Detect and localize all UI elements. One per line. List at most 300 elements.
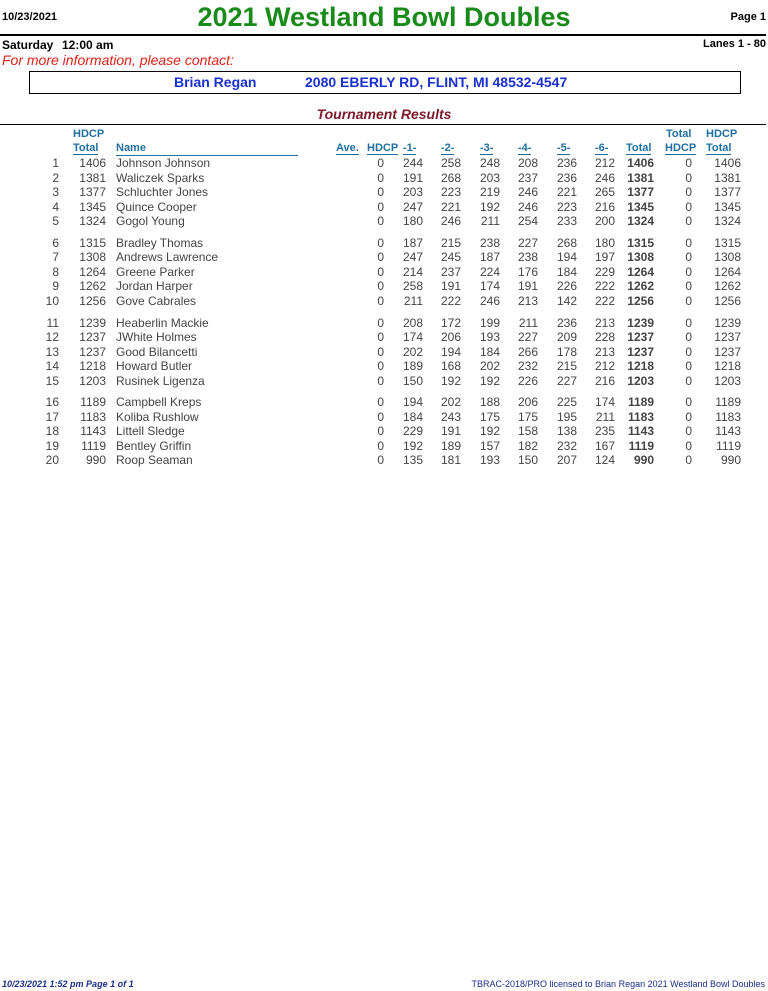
cell-hdcp: 0 xyxy=(377,294,384,308)
cell-g5: 207 xyxy=(556,453,577,468)
cell-hdcp-total: 1264 xyxy=(79,264,106,279)
cell-total: 1143 xyxy=(627,424,654,439)
col-game-4: -4- xyxy=(518,142,532,154)
cell-g2: 215 xyxy=(440,235,461,250)
table-row xyxy=(0,316,768,330)
cell-name: Gove Cabrales xyxy=(116,294,197,308)
cell-g2: 191 xyxy=(440,424,461,439)
cell-g5: 236 xyxy=(556,315,577,330)
cell-g4: 158 xyxy=(517,424,538,439)
cell-g5: 209 xyxy=(556,330,577,345)
table-row xyxy=(0,359,768,373)
cell-g3: 224 xyxy=(479,264,500,279)
cell-final: 1237 xyxy=(714,344,741,359)
cell-g3: 193 xyxy=(479,453,500,468)
cell-hdcp-total: 1237 xyxy=(79,344,106,359)
cell-g5: 215 xyxy=(556,359,577,374)
cell-rank: 18 xyxy=(45,424,59,439)
cell-g3: 184 xyxy=(479,344,500,359)
cell-final: 1203 xyxy=(714,373,741,388)
cell-g2: 237 xyxy=(440,264,461,279)
cell-total-hdcp: 0 xyxy=(685,185,692,200)
table-row xyxy=(0,453,768,467)
col-game-5: -5- xyxy=(557,142,571,154)
cell-rank: 5 xyxy=(52,214,59,229)
cell-hdcp: 0 xyxy=(377,344,384,359)
cell-total-hdcp: 0 xyxy=(685,170,692,185)
cell-name: Quince Cooper xyxy=(116,199,197,214)
cell-g1: 244 xyxy=(402,156,423,170)
cell-g4: 213 xyxy=(517,294,538,308)
cell-total-hdcp: 0 xyxy=(685,199,692,214)
cell-g5: 221 xyxy=(556,185,577,200)
cell-rank: 1 xyxy=(52,156,59,170)
cell-g1: 229 xyxy=(402,424,423,439)
cell-total-hdcp: 0 xyxy=(685,235,692,250)
cell-g6: 216 xyxy=(594,373,615,388)
table-row xyxy=(0,439,768,453)
contact-name: Brian Regan xyxy=(174,74,257,90)
cell-total: 1218 xyxy=(627,359,654,374)
cell-g6: 229 xyxy=(594,264,615,279)
cell-total: 1237 xyxy=(627,330,654,345)
cell-total: 1189 xyxy=(627,395,654,410)
cell-g5: 225 xyxy=(556,395,577,410)
col-total: Total xyxy=(626,142,652,154)
cell-g4: 191 xyxy=(517,279,538,294)
cell-total-hdcp: 0 xyxy=(685,250,692,265)
cell-g2: 192 xyxy=(440,373,461,388)
cell-rank: 17 xyxy=(45,409,59,424)
cell-hdcp-total: 1237 xyxy=(79,330,106,345)
cell-total-hdcp: 0 xyxy=(685,438,692,453)
cell-hdcp: 0 xyxy=(377,395,384,410)
contact-address: 2080 EBERLY RD, FLINT, MI 48532-4547 xyxy=(305,74,568,90)
cell-g2: 268 xyxy=(440,170,461,185)
cell-g6: 216 xyxy=(594,199,615,214)
cell-name: Johnson Johnson xyxy=(116,156,211,170)
cell-g1: 150 xyxy=(402,373,423,388)
cell-g5: 226 xyxy=(556,279,577,294)
cell-g3: 202 xyxy=(479,359,500,374)
table-row xyxy=(0,330,768,344)
col-name: Name xyxy=(116,142,146,154)
cell-g3: 192 xyxy=(479,424,500,439)
cell-total: 990 xyxy=(633,453,654,468)
cell-g1: 194 xyxy=(402,395,423,410)
cell-hdcp: 0 xyxy=(377,250,384,265)
cell-g6: 222 xyxy=(594,279,615,294)
cell-g3: 238 xyxy=(479,235,500,250)
cell-g3: 203 xyxy=(479,170,500,185)
cell-final: 1119 xyxy=(716,438,741,453)
cell-name: Good Bilancetti xyxy=(116,344,198,359)
section-title: Tournament Results xyxy=(316,106,452,122)
cell-final: 1239 xyxy=(714,315,741,330)
cell-g1: 191 xyxy=(402,170,423,185)
cell-g1: 258 xyxy=(402,279,423,294)
cell-name: Schluchter Jones xyxy=(116,185,209,200)
cell-total: 1345 xyxy=(627,199,654,214)
cell-g4: 266 xyxy=(517,344,538,359)
col-hdcp: HDCP xyxy=(367,142,399,154)
cell-g2: 202 xyxy=(440,395,461,410)
cell-g1: 208 xyxy=(402,315,423,330)
table-row xyxy=(0,265,768,279)
contact-prompt: For more information, please contact: xyxy=(2,52,234,68)
cell-g3: 175 xyxy=(479,409,500,424)
footer-timestamp: 10/23/2021 1:52 pm Page 1 of 1 xyxy=(2,979,134,989)
cell-g4: 227 xyxy=(517,235,538,250)
cell-g5: 227 xyxy=(556,373,577,388)
cell-hdcp: 0 xyxy=(377,424,384,439)
cell-name: Jordan Harper xyxy=(116,279,193,294)
cell-rank: 13 xyxy=(45,344,59,359)
cell-g4: 237 xyxy=(517,170,538,185)
cell-g1: 203 xyxy=(402,185,423,200)
cell-g5: 184 xyxy=(556,264,577,279)
cell-final: 1262 xyxy=(714,279,741,294)
event-day: Saturday xyxy=(2,38,54,52)
cell-hdcp-total: 1324 xyxy=(79,214,106,229)
cell-g3: 192 xyxy=(479,373,500,388)
cell-hdcp-total: 1308 xyxy=(79,250,106,265)
cell-total: 1308 xyxy=(627,250,654,265)
col-total-hdcp-bottom: HDCP xyxy=(665,142,697,154)
cell-g6: 212 xyxy=(594,359,615,374)
cell-name: Roop Seaman xyxy=(116,453,193,468)
cell-g6: 174 xyxy=(594,395,615,410)
cell-g2: 191 xyxy=(440,279,461,294)
cell-g4: 175 xyxy=(517,409,538,424)
cell-total-hdcp: 0 xyxy=(685,373,692,388)
cell-g2: 172 xyxy=(440,315,461,330)
table-row xyxy=(0,424,768,438)
cell-g4: 232 xyxy=(517,359,538,374)
cell-g5: 142 xyxy=(556,294,577,308)
header-divider xyxy=(0,34,766,36)
cell-name: Koliba Rushlow xyxy=(116,409,199,424)
cell-g4: 206 xyxy=(517,395,538,410)
cell-g5: 194 xyxy=(556,250,577,265)
col-average: Ave. xyxy=(336,142,359,154)
cell-final: 1143 xyxy=(715,424,741,439)
cell-final: 1218 xyxy=(714,359,741,374)
cell-final: 1189 xyxy=(715,395,741,410)
cell-g3: 188 xyxy=(479,395,500,410)
cell-rank: 16 xyxy=(45,395,59,410)
cell-total-hdcp: 0 xyxy=(685,315,692,330)
table-row xyxy=(0,279,768,293)
cell-g5: 138 xyxy=(556,424,577,439)
cell-name: Greene Parker xyxy=(116,264,195,279)
cell-total: 1183 xyxy=(627,409,654,424)
cell-rank: 11 xyxy=(46,315,59,330)
cell-g2: 223 xyxy=(440,185,461,200)
cell-hdcp: 0 xyxy=(377,235,384,250)
cell-rank: 15 xyxy=(45,373,59,388)
report-date: 10/23/2021 xyxy=(2,11,58,23)
cell-g6: 197 xyxy=(594,250,615,265)
cell-g6: 246 xyxy=(594,170,615,185)
cell-hdcp: 0 xyxy=(377,373,384,388)
cell-hdcp: 0 xyxy=(377,359,384,374)
cell-name: Waliczek Sparks xyxy=(116,170,205,185)
table-row xyxy=(0,294,768,308)
cell-total: 1377 xyxy=(627,185,654,200)
cell-g1: 202 xyxy=(402,344,423,359)
cell-name: Littell Sledge xyxy=(116,424,185,439)
col-final-bottom: Total xyxy=(706,142,732,154)
cell-hdcp-total: 1345 xyxy=(79,199,106,214)
cell-g6: 213 xyxy=(594,315,615,330)
cell-g4: 227 xyxy=(517,330,538,345)
cell-g1: 174 xyxy=(402,330,423,345)
cell-g3: 248 xyxy=(479,156,500,170)
cell-total-hdcp: 0 xyxy=(685,453,692,468)
table-row xyxy=(0,374,768,388)
cell-g2: 246 xyxy=(440,214,461,229)
cell-total: 1203 xyxy=(627,373,654,388)
section-divider xyxy=(0,124,766,125)
page-number: Page 1 xyxy=(730,11,766,23)
cell-g2: 206 xyxy=(440,330,461,345)
cell-g1: 192 xyxy=(402,438,423,453)
cell-final: 1377 xyxy=(714,185,741,200)
cell-g6: 235 xyxy=(594,424,615,439)
cell-g2: 222 xyxy=(440,294,461,308)
cell-g6: 212 xyxy=(594,156,615,170)
col-game-6: -6- xyxy=(595,142,609,154)
cell-g2: 258 xyxy=(440,156,461,170)
cell-g5: 236 xyxy=(556,170,577,185)
cell-g2: 243 xyxy=(440,409,461,424)
table-row xyxy=(0,410,768,424)
cell-hdcp: 0 xyxy=(377,438,384,453)
cell-hdcp-total: 1315 xyxy=(79,235,106,250)
cell-name: Bradley Thomas xyxy=(116,235,204,250)
cell-g6: 167 xyxy=(594,438,615,453)
cell-name: Howard Butler xyxy=(116,359,193,374)
cell-g2: 194 xyxy=(440,344,461,359)
cell-hdcp-total: 1406 xyxy=(79,156,106,170)
cell-total-hdcp: 0 xyxy=(685,156,692,170)
cell-g3: 219 xyxy=(479,185,500,200)
cell-rank: 6 xyxy=(52,235,59,250)
cell-final: 1183 xyxy=(715,409,741,424)
cell-final: 1308 xyxy=(714,250,741,265)
cell-g5: 268 xyxy=(556,235,577,250)
cell-g4: 182 xyxy=(517,438,538,453)
cell-g3: 174 xyxy=(479,279,500,294)
table-row xyxy=(0,156,768,170)
table-row xyxy=(0,395,768,409)
cell-g1: 135 xyxy=(402,453,423,468)
cell-final: 990 xyxy=(720,453,741,468)
cell-hdcp-total: 1377 xyxy=(79,185,106,200)
cell-rank: 9 xyxy=(52,279,59,294)
cell-hdcp: 0 xyxy=(377,214,384,229)
cell-rank: 14 xyxy=(45,359,59,374)
table-row xyxy=(0,200,768,214)
cell-g3: 157 xyxy=(479,438,500,453)
cell-total-hdcp: 0 xyxy=(685,214,692,229)
cell-total: 1264 xyxy=(627,264,654,279)
cell-name: JWhite Holmes xyxy=(116,330,197,345)
cell-hdcp-total: 1143 xyxy=(80,424,106,439)
report-title: 2021 Westland Bowl Doubles xyxy=(197,2,571,32)
cell-name: Bentley Griffin xyxy=(116,438,192,453)
cell-hdcp: 0 xyxy=(377,170,384,185)
cell-g5: 232 xyxy=(556,438,577,453)
cell-g6: 180 xyxy=(594,235,615,250)
table-row xyxy=(0,185,768,199)
cell-hdcp: 0 xyxy=(377,185,384,200)
cell-name: Heaberlin Mackie xyxy=(116,315,209,330)
cell-hdcp-total: 1119 xyxy=(81,438,106,453)
cell-hdcp: 0 xyxy=(377,330,384,345)
col-final-top: HDCP xyxy=(706,128,738,140)
cell-g4: 238 xyxy=(517,250,538,265)
table-row xyxy=(0,345,768,359)
cell-rank: 4 xyxy=(52,199,59,214)
col-hdcp-total-top: HDCP xyxy=(73,128,105,140)
cell-g4: 254 xyxy=(517,214,538,229)
cell-g3: 199 xyxy=(479,315,500,330)
cell-total: 1315 xyxy=(627,235,654,250)
cell-total-hdcp: 0 xyxy=(685,424,692,439)
cell-name: Rusinek Ligenza xyxy=(116,373,205,388)
cell-g3: 211 xyxy=(480,214,500,229)
cell-total: 1406 xyxy=(627,156,654,170)
cell-g5: 223 xyxy=(556,199,577,214)
cell-g1: 247 xyxy=(402,199,423,214)
cell-total-hdcp: 0 xyxy=(685,359,692,374)
cell-hdcp: 0 xyxy=(377,199,384,214)
cell-rank: 8 xyxy=(52,264,59,279)
cell-g5: 195 xyxy=(556,409,577,424)
cell-g6: 213 xyxy=(594,344,615,359)
cell-hdcp-total: 1189 xyxy=(80,395,106,410)
table-row xyxy=(0,250,768,264)
cell-g1: 184 xyxy=(402,409,423,424)
cell-g3: 193 xyxy=(479,330,500,345)
cell-total: 1324 xyxy=(627,214,654,229)
cell-hdcp-total: 990 xyxy=(85,453,106,468)
col-game-2: -2- xyxy=(441,142,455,154)
cell-g5: 233 xyxy=(556,214,577,229)
cell-g5: 236 xyxy=(556,156,577,170)
cell-hdcp: 0 xyxy=(377,156,384,170)
cell-final: 1345 xyxy=(714,199,741,214)
cell-rank: 12 xyxy=(45,330,59,345)
cell-hdcp: 0 xyxy=(377,409,384,424)
cell-hdcp-total: 1381 xyxy=(79,170,106,185)
col-total-hdcp-top: Total xyxy=(666,128,692,140)
cell-hdcp: 0 xyxy=(377,279,384,294)
cell-total-hdcp: 0 xyxy=(685,330,692,345)
cell-g2: 189 xyxy=(440,438,461,453)
cell-rank: 7 xyxy=(52,250,59,265)
cell-hdcp-total: 1239 xyxy=(79,315,106,330)
cell-total-hdcp: 0 xyxy=(685,279,692,294)
cell-total: 1256 xyxy=(627,294,654,308)
cell-total: 1381 xyxy=(627,170,654,185)
footer-license: TBRAC-2018/PRO licensed to Brian Regan 2021 Westland Bowl Doubles xyxy=(471,979,765,989)
cell-total-hdcp: 0 xyxy=(685,294,692,308)
cell-g4: 176 xyxy=(517,264,538,279)
cell-final: 1315 xyxy=(714,235,741,250)
cell-rank: 3 xyxy=(52,185,59,200)
cell-g5: 178 xyxy=(556,344,577,359)
cell-total: 1262 xyxy=(627,279,654,294)
cell-g4: 211 xyxy=(518,315,538,330)
cell-g6: 211 xyxy=(595,409,615,424)
cell-g4: 150 xyxy=(517,453,538,468)
cell-hdcp-total: 1218 xyxy=(79,359,106,374)
cell-g1: 187 xyxy=(402,235,423,250)
cell-g3: 246 xyxy=(479,294,500,308)
cell-g3: 187 xyxy=(479,250,500,265)
cell-total: 1237 xyxy=(627,344,654,359)
cell-g6: 124 xyxy=(594,453,615,468)
col-game-3: -3- xyxy=(480,142,494,154)
cell-g1: 247 xyxy=(402,250,423,265)
cell-total-hdcp: 0 xyxy=(685,395,692,410)
lanes-range: Lanes 1 - 80 xyxy=(703,38,766,50)
cell-name: Gogol Young xyxy=(116,214,185,229)
cell-total-hdcp: 0 xyxy=(685,344,692,359)
cell-hdcp: 0 xyxy=(377,453,384,468)
cell-name: Campbell Kreps xyxy=(116,395,202,410)
cell-rank: 10 xyxy=(45,294,59,308)
cell-g6: 222 xyxy=(594,294,615,308)
col-hdcp-total-bottom: Total xyxy=(73,142,99,154)
cell-g6: 228 xyxy=(594,330,615,345)
cell-g4: 226 xyxy=(517,373,538,388)
cell-total-hdcp: 0 xyxy=(685,264,692,279)
cell-total-hdcp: 0 xyxy=(685,409,692,424)
col-game-1: -1- xyxy=(403,142,417,154)
table-row xyxy=(0,236,768,250)
event-time: 12:00 am xyxy=(62,38,114,52)
cell-rank: 2 xyxy=(52,170,59,185)
cell-g2: 168 xyxy=(440,359,461,374)
cell-name: Andrews Lawrence xyxy=(116,250,219,265)
cell-rank: 20 xyxy=(45,453,59,468)
cell-hdcp: 0 xyxy=(377,315,384,330)
cell-g2: 221 xyxy=(440,199,461,214)
table-row xyxy=(0,171,768,185)
cell-hdcp-total: 1183 xyxy=(80,409,106,424)
cell-final: 1324 xyxy=(714,214,741,229)
cell-g1: 214 xyxy=(402,264,423,279)
cell-total: 1239 xyxy=(627,315,654,330)
cell-hdcp-total: 1203 xyxy=(79,373,106,388)
table-row xyxy=(0,214,768,228)
cell-final: 1381 xyxy=(714,170,741,185)
cell-g6: 265 xyxy=(594,185,615,200)
cell-g1: 211 xyxy=(403,294,423,308)
cell-hdcp-total: 1256 xyxy=(79,294,106,308)
cell-g4: 208 xyxy=(517,156,538,170)
cell-final: 1264 xyxy=(714,264,741,279)
cell-g1: 189 xyxy=(402,359,423,374)
cell-g2: 181 xyxy=(440,453,461,468)
cell-g3: 192 xyxy=(479,199,500,214)
cell-g6: 200 xyxy=(594,214,615,229)
cell-final: 1256 xyxy=(714,294,741,308)
